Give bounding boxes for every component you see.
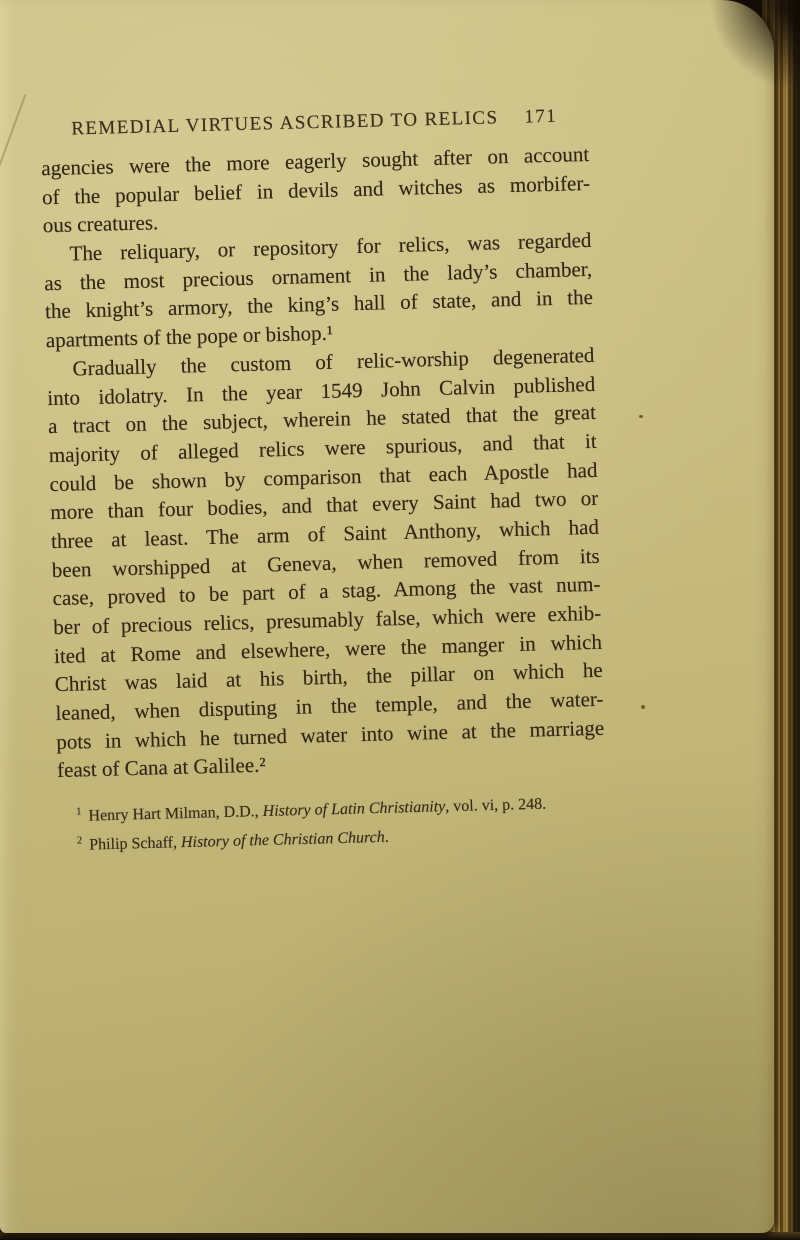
text-line: Gradually the custom of relic-worship degenerated: [72, 342, 595, 381]
book-bottom-edge: [0, 1232, 800, 1240]
text-line: a tract on the subject, wherein he stated that the great: [47, 400, 597, 439]
text-line: three at least. The arm of Saint Anthony, which had: [50, 514, 600, 554]
footnote-text: Henry Hart Milman, D.D., History of Latin Christianity, vol. vi, p. 248.: [88, 795, 547, 825]
text-line: ited at Rome and elsewhere, were the manger in which: [53, 629, 603, 668]
text-line: the knight’s armory, the king’s hall of state, and in the: [44, 285, 594, 324]
text-line: apartments of the pope or bishop.¹: [45, 320, 334, 353]
paper-speck: [641, 705, 645, 709]
footnote-marker: 1: [76, 806, 82, 818]
text-line: been worshipped at Geneva, when removed from its: [51, 543, 600, 582]
text-line: as the most precious ornament in the lady’s chamber,: [44, 256, 593, 295]
text-line: leaned, when disputing in the temple, and the water-: [55, 686, 604, 726]
running-head-title: REMEDIAL VIRTUES ASCRIBED TO RELICS: [71, 107, 499, 140]
text-line: of the popular belief in devils and witches as morbifer-: [41, 170, 591, 209]
footnote-text: Philip Schaff, History of the Christian Church.: [89, 829, 389, 855]
page-number: 171: [524, 105, 558, 128]
page-content: [37, 0, 607, 859]
text-line: The reliquary, or repository for relics, was regarded: [69, 227, 592, 266]
text-line: into idolatry. In the year 1549 John Calvin published: [47, 371, 596, 410]
paper-speck: [639, 415, 643, 418]
paper-crease: [0, 94, 26, 174]
text-line: pots in which he turned water into wine at the marriage: [56, 715, 605, 754]
running-head: [40, 105, 588, 141]
text-line: more than four bodies, and that every Saint had two or: [50, 486, 599, 525]
body-text: [41, 140, 605, 785]
text-line: Christ was laid at his birth, the pillar on which he: [54, 658, 603, 697]
footnotes: [58, 786, 607, 859]
text-line: feast of Cana at Galilee.²: [56, 753, 266, 783]
text-line: agencies were the more eagerly sought after on account: [40, 141, 590, 181]
text-line: ber of precious relics, presumably false, which were exhib-: [53, 600, 602, 640]
text-line: could be shown by comparison that each Apostle had: [49, 457, 598, 496]
text-line: ous creatures.: [42, 210, 159, 238]
text-line: case, proved to be part of a stag. Among the vast num-: [52, 572, 601, 611]
text-line: majority of alleged relics were spurious, and that it: [48, 428, 597, 468]
footnote-marker: 2: [76, 835, 83, 848]
